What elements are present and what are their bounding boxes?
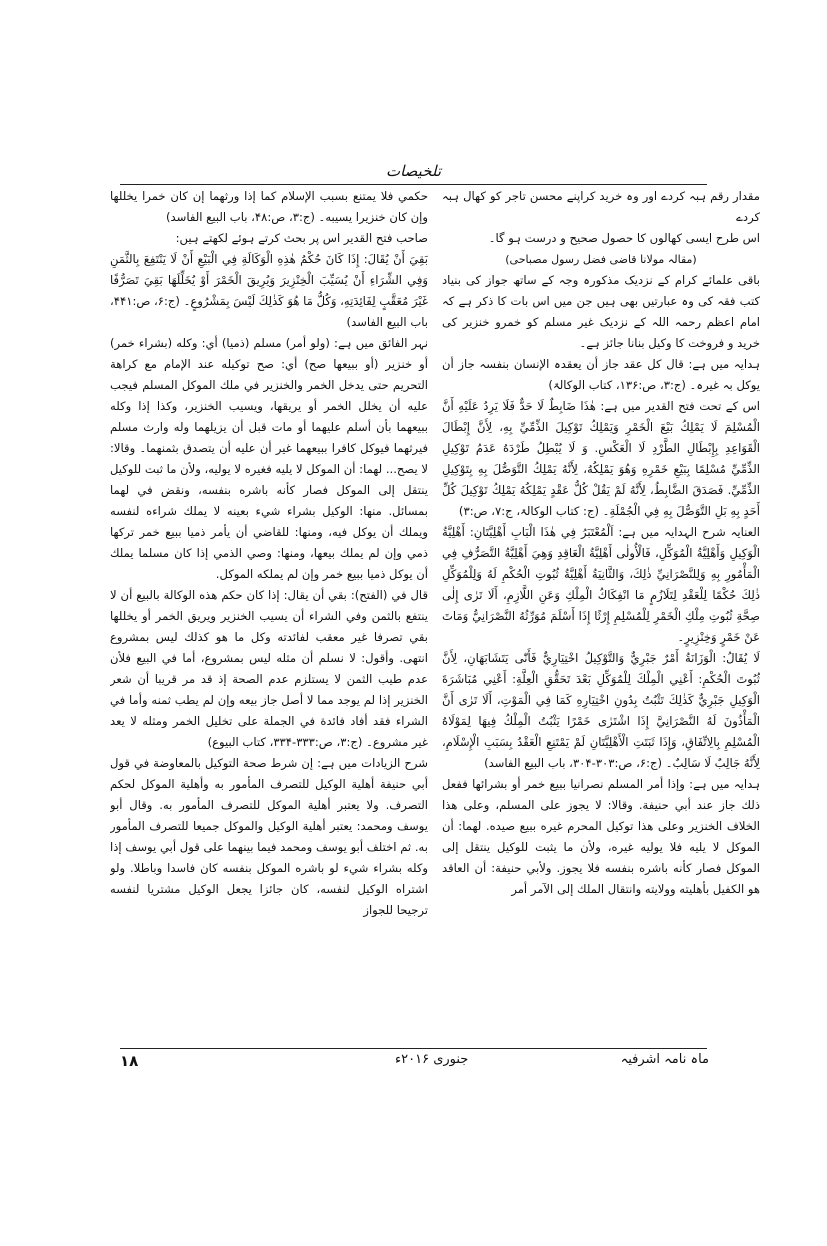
paragraph: باقی علمائے کرام کے نزدیک مذکورہ وجہ کے ساتھ جواز کی بنیاد کتب فقہ کی وہ عبارتیں بھی ہیں جن میں اس بات کا ذکر ہے کہ امام اعظم رحمہ اللہ کے نزدیک غیر مسلم کو خمرو خنزیر کی خرید و فروخت کا وکیل بنانا جائز ہے۔ <box>442 273 760 350</box>
paragraph: مقدار رقم ہبہ کردے اور وہ خرید کراپنے محسن تاجر کو کھال ہبہ کردے <box>442 189 760 224</box>
citation: (مقالہ مولانا قاضی فضل رسول مصباحی) <box>505 253 697 266</box>
issue-date: جنوری ۲۰۱۶ء <box>395 1052 469 1067</box>
page-header: تلخیصات <box>385 162 442 180</box>
paragraph: نہر الفائق میں ہے: (ولو أمر) مسلم (ذمیا) أي: وکله (بشراء خمر) أو خنزیر (أو ببیعها صح) أي: صح توکیله عند الإمام مع کراهة التحریم حتی یدخل الخمر والخنزیر في ملك الموکل المسلم فیجب علیه أن یخلل الخمر أو یریقها، ویسیب الخنزیر، وکذا إذا وکله ببیعهما بأن أسلم علیهما أو مات قبل أن یزیلهما وله وارث مسلم فیرثهما فیوکل کافرا ببیعهما غیر أن علیه أن یتصدق بثمنهما۔ وقالا: لا یصح... لهما: أن الموکل لا یلیه فغیره لا یولیه، ولأن ما ثبت للوکیل ینتقل إلى الموکل فصار کأنه باشره بنفسه، ونقض في لهما بمسائل. منها: الوکیل بشراء شيء بعینه لا یملك شراءه لنفسه ویملك أن یوکل فیه، ومنها: للقاضي أن یأمر ذمیا ببیع خمر ترکها ذمي وإن لم یملك بیعها، ومنها: وصي الذمي إذا کان مسلما یملك أن یوکل ذمیا ببیع خمر وإن لم یملکه الموکل. <box>110 336 428 581</box>
magazine-name: ماہ نامہ اشرفیہ <box>620 1052 709 1067</box>
footer-rule <box>120 1048 707 1049</box>
paragraph: ہدایہ میں ہے: قال کل عقد جاز أن یعقدہ الإنسان بنفسہ جاز أن یوکل بہ غیرہ۔ (ج:۳، ص:۱۳۶، کتاب الوکالۃ) <box>442 357 760 392</box>
paragraph: قال في (الفتح): بقي أن یقال: إذا کان حکم هذه الوکالة بالبیع أن لا ینتفع بالثمن وفي الشراء أن یسیب الخنزیر ویریق الخمر أو یخللها بقي تصرفا غیر معقب لفائدته وکل ما هو کذلك لیس بمشروع انتهى. وأقول: لا نسلم أن مثله لیس بمشروع، أما في البیع فلأن عدم طیب الثمن لا یستلزم عدم الصحة إذ قد مر قریبا أن شعر الخنزیر إذا لم یوجد مما لا أصل جاز بیعه وإن لم یطب ثمنه وأما في الشراء فقد أفاد فائدة في الجملة على تخلیل الخمر ومثله لا یعد غیر مشروع۔ (ج:۳، ص:۳۳۳-۳۳۴، کتاب البیوع) <box>110 588 428 749</box>
header-rule <box>120 184 707 185</box>
paragraph: اس کے تحت فتح القدیر میں ہے: هٰذَا ضَابِطٌ لَا حَدٌّ فَلَا یَرِدُ عَلَیْهِ أَنَّ الْمُسْلِمَ لَا یَمْلِكُ بَیْعَ الْخَمْرِ وَیَمْلِكُ تَوْکِیلَ الذِّمِّيِّ بِهِ، لِأَنَّ إِبْطَالَ الْقَوَاعِدِ بِإِبْطَالِ الطَّرْدِ لَا الْعَکْسِ. وَ لَا یُبْطِلُ طَرْدَهُ عَدَمُ تَوْکِیلِ الذِّمِّيِّ مُسْلِمًا بِبَیْعِ خَمْرِهِ وَهُوَ یَمْلِکُهُ، لِأَنَّهُ یَمْلِكُ التَّوَصُّلَ بِهِ بِتَوْکِیلِ الذِّمِّيِّ. فَصَدَقَ الضَّابِطُ، لِأَنَّهُ لَمْ یَقُلْ کُلُّ عَقْدٍ یَمْلِکُهُ یَمْلِكُ تَوْکِیلَ کُلِّ أَحَدٍ بِهِ بَلِ التَّوَصُّلَ بِهِ فِي الْجُمْلَةِ۔ (ج: کتاب الوکالۃ، ج:۷، ص:۳) <box>442 399 760 518</box>
paragraph: بَقِيَ أَنْ یُقَالَ: إِذَا کَانَ حُکْمُ هٰذِهِ الْوَکَالَةِ فِي الْبَیْعِ أَنْ لَا یَنْتَفِعَ بِالثَّمَنِ وَفِي الشِّرَاءِ أَنْ یُسَیِّبَ الْخِنْزِیرَ وَیُرِیقَ الْخَمْرَ أَوْ یُخَلِّلَهَا بَقِيَ تَصَرُّفًا غَیْرَ مُعَقَّبٍ لِفَائِدَتِهِ، وَکُلُّ مَا هُوَ کَذٰلِكَ لَیْسَ بِمَشْرُوعٍ۔ (ج:۶، ص:۴۴۱، باب البیع الفاسد) <box>110 252 428 329</box>
paragraph: صاحب فتح القدیر اس پر بحث کرتے ہوئے لکھتے ہیں: <box>175 231 428 245</box>
paragraph: اس طرح ایسی کھالوں کا حصول صحیح و درست ہو گا۔ <box>488 231 760 245</box>
paragraph: ہدایہ میں ہے: وإذا أمر المسلم نصرانیا ببیع خمر أو بشرائها ففعل ذلك جاز عند أبي حنیفة. وقالا: لا یجوز على المسلم، وعلى هذا الخلاف الخنزیر وعلى هذا توکیل المحرم غیره ببیع صیده. لهما: أن الموکل لا یلیه فلا یولیه غیره، ولأن ما یثبت للوکیل ینتقل إلى الموکل فصار کأنه باشره بنفسه فلا یجوز. ولأبي حنیفة: أن العاقد هو الکفیل بأهلیته وولایته وانتقال الملك إلى الآمر أمر <box>442 777 760 896</box>
paragraph: لَا یُقَالُ: الْوَزَانَةُ أَمْرٌ جَبْرِيٌّ وَالتَّوْکِیلُ اخْتِیَارِيٌّ فَأَنّٰی یَتَشَابَهَانِ، لِأَنَّ ثُبُوتَ الْحُکْمِ: أَعْنِي الْمِلْكَ لِلْمُوَکِّلِ بَعْدَ تَحَقُّقِ الْعِلَّةِ: أَعْنِي مُبَاشَرَةَ الْوَکِیلِ جَبْرِيٌّ کَذٰلِكَ تَثْبُتُ بِدُونِ اخْتِیَارِهِ کَمَا فِي الْمَوْتِ، أَلَا تَرٰی أَنَّ الْمَأْذُونَ لَهُ النَّصْرَانِيَّ إِذَا اشْتَرٰی خَمْرًا یَثْبُتُ الْمِلْكُ فِیهَا لِمَوْلَاهُ الْمُسْلِمِ بِالِاتِّفَاقِ، وَإِذَا ثَبَتَتِ الْأَهْلِیَّتَانِ لَمْ یَمْتَنِعِ الْعَقْدُ بِسَبَبِ الْإِسْلَامِ، لِأَنَّهُ جَالِبٌ لَا سَالِبٌ۔ (ج:۶، ص:۳۰۳-۳۰۴، باب البیع الفاسد) <box>442 651 760 770</box>
paragraph: شرح الزیادات میں ہے: إن شرط صحة التوکیل بالمعاوضة في قول أبي حنیفة أهلیة الوکیل للتصرف المأمور به وأهلیة الموکل لحکم التصرف. ولا یعتبر أهلیة الموکل للتصرف المأمور به. وقال أبو یوسف ومحمد: یعتبر أهلیة الوکیل والموکل جمیعا للتصرف المأمور به. ثم اختلف أبو یوسف ومحمد فیما بینهما على قول أبي یوسف إذا وکله بشراء شيء لو باشره الموکل بنفسه کان فاسدا وباطلا. ولو اشتراه الوکیل لنفسه، کان جائزا یجعل الوکیل مشتریا لنفسه ترجیحا للجواز <box>110 756 428 917</box>
left-column <box>110 186 428 1246</box>
paragraph: العنایہ شرح الہدایہ میں ہے: اَلْمُعْتَبَرُ فِي هٰذَا الْبَابِ أَهْلِیَّتَانِ: أَهْلِیَّةُ الْوَکِیلِ وَأَهْلِیَّةُ الْمُوَکِّلِ، فَالْأُولٰی أَهْلِیَّةُ الْعَاقِدِ وَهِيَ أَهْلِیَّةُ التَّصَرُّفِ فِي الْمَأْمُورِ بِهِ وَلِلنَّصْرَانِيِّ ذٰلِكَ، وَالثَّانِیَةُ أَهْلِیَّةُ ثُبُوتِ الْحُکْمِ لَهُ وَلِلْمُوَکِّلِ ذٰلِكَ حُکْمًا لِلْعَقْدِ لِتَلَازُمٍ مَا انْفِکَاكُ الْمِلْكِ وَعَنِ اللَّازِمِ، أَلَا تَرٰی إِلٰی صِحَّةِ ثُبُوتِ مِلْكِ الْخَمْرِ لِلْمُسْلِمِ إِرْثًا إِذَا أَسْلَمَ مُوَرِّثُهُ النَّصْرَانِيُّ وَمَاتَ عَنْ خَمْرٍ وَخِنْزِیرٍ۔ <box>442 525 760 644</box>
right-column <box>442 186 760 1246</box>
paragraph: حکمي فلا یمتنع بسبب الإسلام کما إذا ورثهما إن کان خمرا یخللها وإن کان خنزیرا یسیبه۔ (ج:۳، ص:۴۸، باب البیع الفاسد) <box>110 189 428 224</box>
page-number: ۱۸ <box>120 1052 139 1070</box>
